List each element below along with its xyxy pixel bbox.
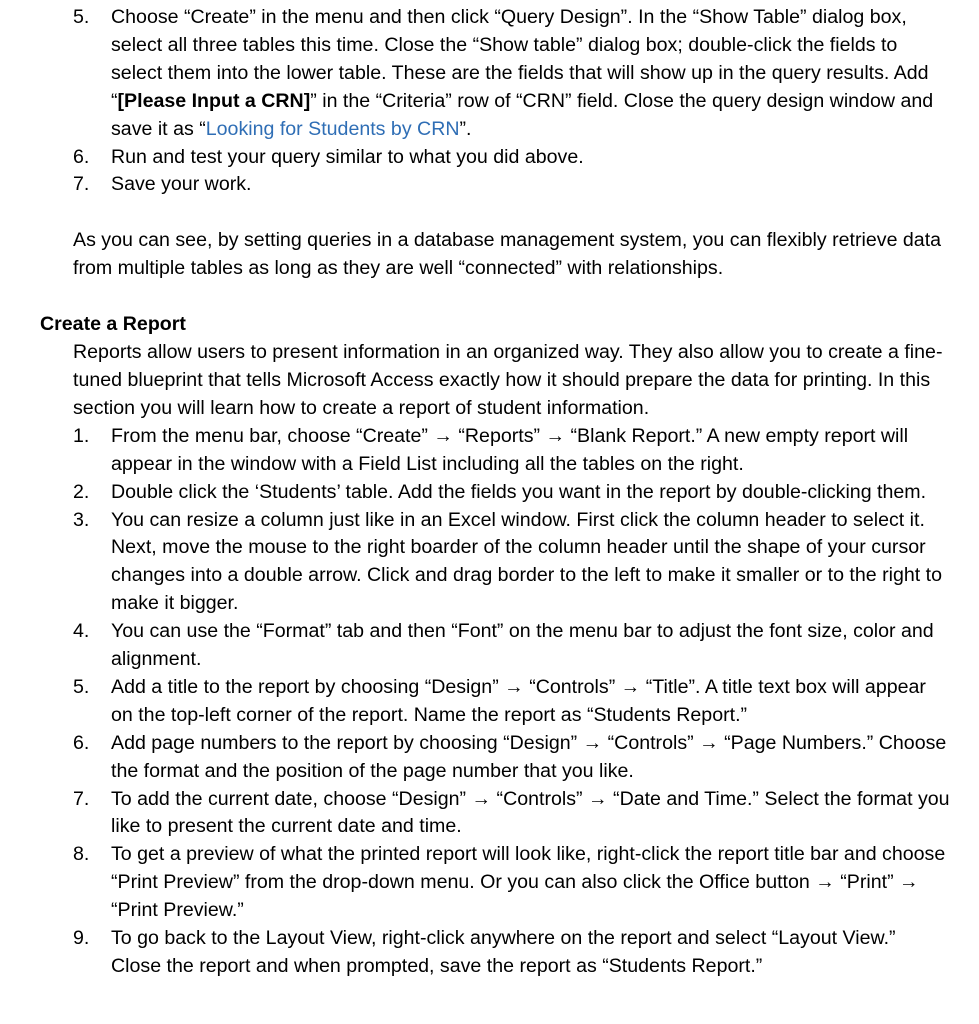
section-heading: Create a Report — [40, 313, 186, 336]
step-text: From the menu bar, choose “Create” → “Reports” → “Blank Report.” A new empty report will appear in the window with a Field List including all the tables on the right. — [111, 424, 909, 475]
list-number: 8. — [73, 843, 90, 866]
list-item — [0, 507, 979, 619]
list-item — [0, 479, 979, 507]
step-text: ”. — [459, 117, 472, 140]
list-number: 3. — [73, 508, 90, 531]
summary-paragraph: As you can see, by setting queries in a database management system, you can flexibly retrieve data from multiple tables as long as they are well “connected” with relationships. — [73, 229, 942, 280]
step-text: To get a preview of what the printed report will look like, right-click the report title bar and choose “Print Preview” from the drop-down menu. Or you can also click the Office button → “Print” → “Print Preview.” — [111, 843, 946, 922]
intro-paragraph: Reports allow users to present information in an organized way. They also allow you to create a fine-tuned blueprint that tells Microsoft Access exactly how it should prepare the data for printing. In this section you will learn how to create a report of student information. — [73, 341, 943, 419]
step-text: Choose “Create” in the menu and then click “Query Design”. In the “Show Table” dialog box, select all three tables this time. Close the “Show table” dialog box; double-click the fields to select them into the lower table. These are the fields that will show up in the query results. Add “ — [111, 6, 929, 112]
list-item — [0, 841, 979, 925]
spacer — [0, 283, 979, 311]
step-text: Double click the ‘Students’ table. Add the fields you want in the report by double-clicking them. — [111, 480, 927, 503]
list-number: 7. — [73, 173, 90, 196]
list-number: 9. — [73, 927, 90, 950]
list-number: 7. — [73, 787, 90, 810]
report-steps-list — [0, 423, 979, 981]
list-number: 5. — [73, 6, 90, 28]
list-item — [0, 144, 979, 172]
step-text: To add the current date, choose “Design” → “Controls” → “Date and Time.” Select the format you like to present the current date and time. — [111, 787, 950, 838]
list-number: 4. — [73, 620, 90, 643]
query-steps-list — [0, 4, 979, 199]
step-text: You can resize a column just like in an Excel window. First click the column header to select it. Next, move the mouse to the right boarder of the column header until the shape of your cursor changes into a double arrow. Click and drag border to the left to make it smaller or to the right to make it bigger. — [111, 508, 943, 615]
step-text: ” in the “Criteria” row of “CRN” field. Close the query design window and save it as “ — [111, 89, 934, 140]
step-text: Add a title to the report by choosing “Design” → “Controls” → “Title”. A title text box will appear on the top-left corner of the report. Name the report as “Students Report.” — [111, 675, 926, 726]
query-name-link[interactable]: Looking for Students by CRN — [205, 117, 460, 140]
step-text: You can use the “Format” tab and then “Font” on the menu bar to adjust the font size, color and alignment. — [111, 620, 934, 671]
list-number: 2. — [73, 480, 90, 503]
step-text: Add page numbers to the report by choosing “Design” → “Controls” → “Page Numbers.” Choose the format and the position of the page number that you like. — [111, 731, 947, 782]
step-text: To go back to the Layout View, right-click anywhere on the report and select “Layout View.” Close the report and when prompted, save the report as “Students Report.” — [111, 927, 896, 977]
step-text: Run and test your query similar to what you did above. — [111, 145, 584, 168]
spacer — [0, 199, 979, 227]
list-item — [0, 730, 979, 786]
list-number: 5. — [73, 675, 90, 698]
list-item — [0, 4, 979, 144]
list-number: 1. — [73, 424, 90, 447]
list-item — [0, 618, 979, 674]
step-text: Save your work. — [111, 173, 252, 196]
list-number: 6. — [73, 731, 90, 754]
criteria-placeholder-text: [Please Input a CRN] — [117, 89, 311, 112]
list-item — [0, 423, 979, 479]
list-item — [0, 171, 979, 199]
list-item — [0, 925, 979, 981]
list-item — [0, 786, 979, 842]
list-number: 6. — [73, 145, 90, 168]
list-item — [0, 674, 979, 730]
